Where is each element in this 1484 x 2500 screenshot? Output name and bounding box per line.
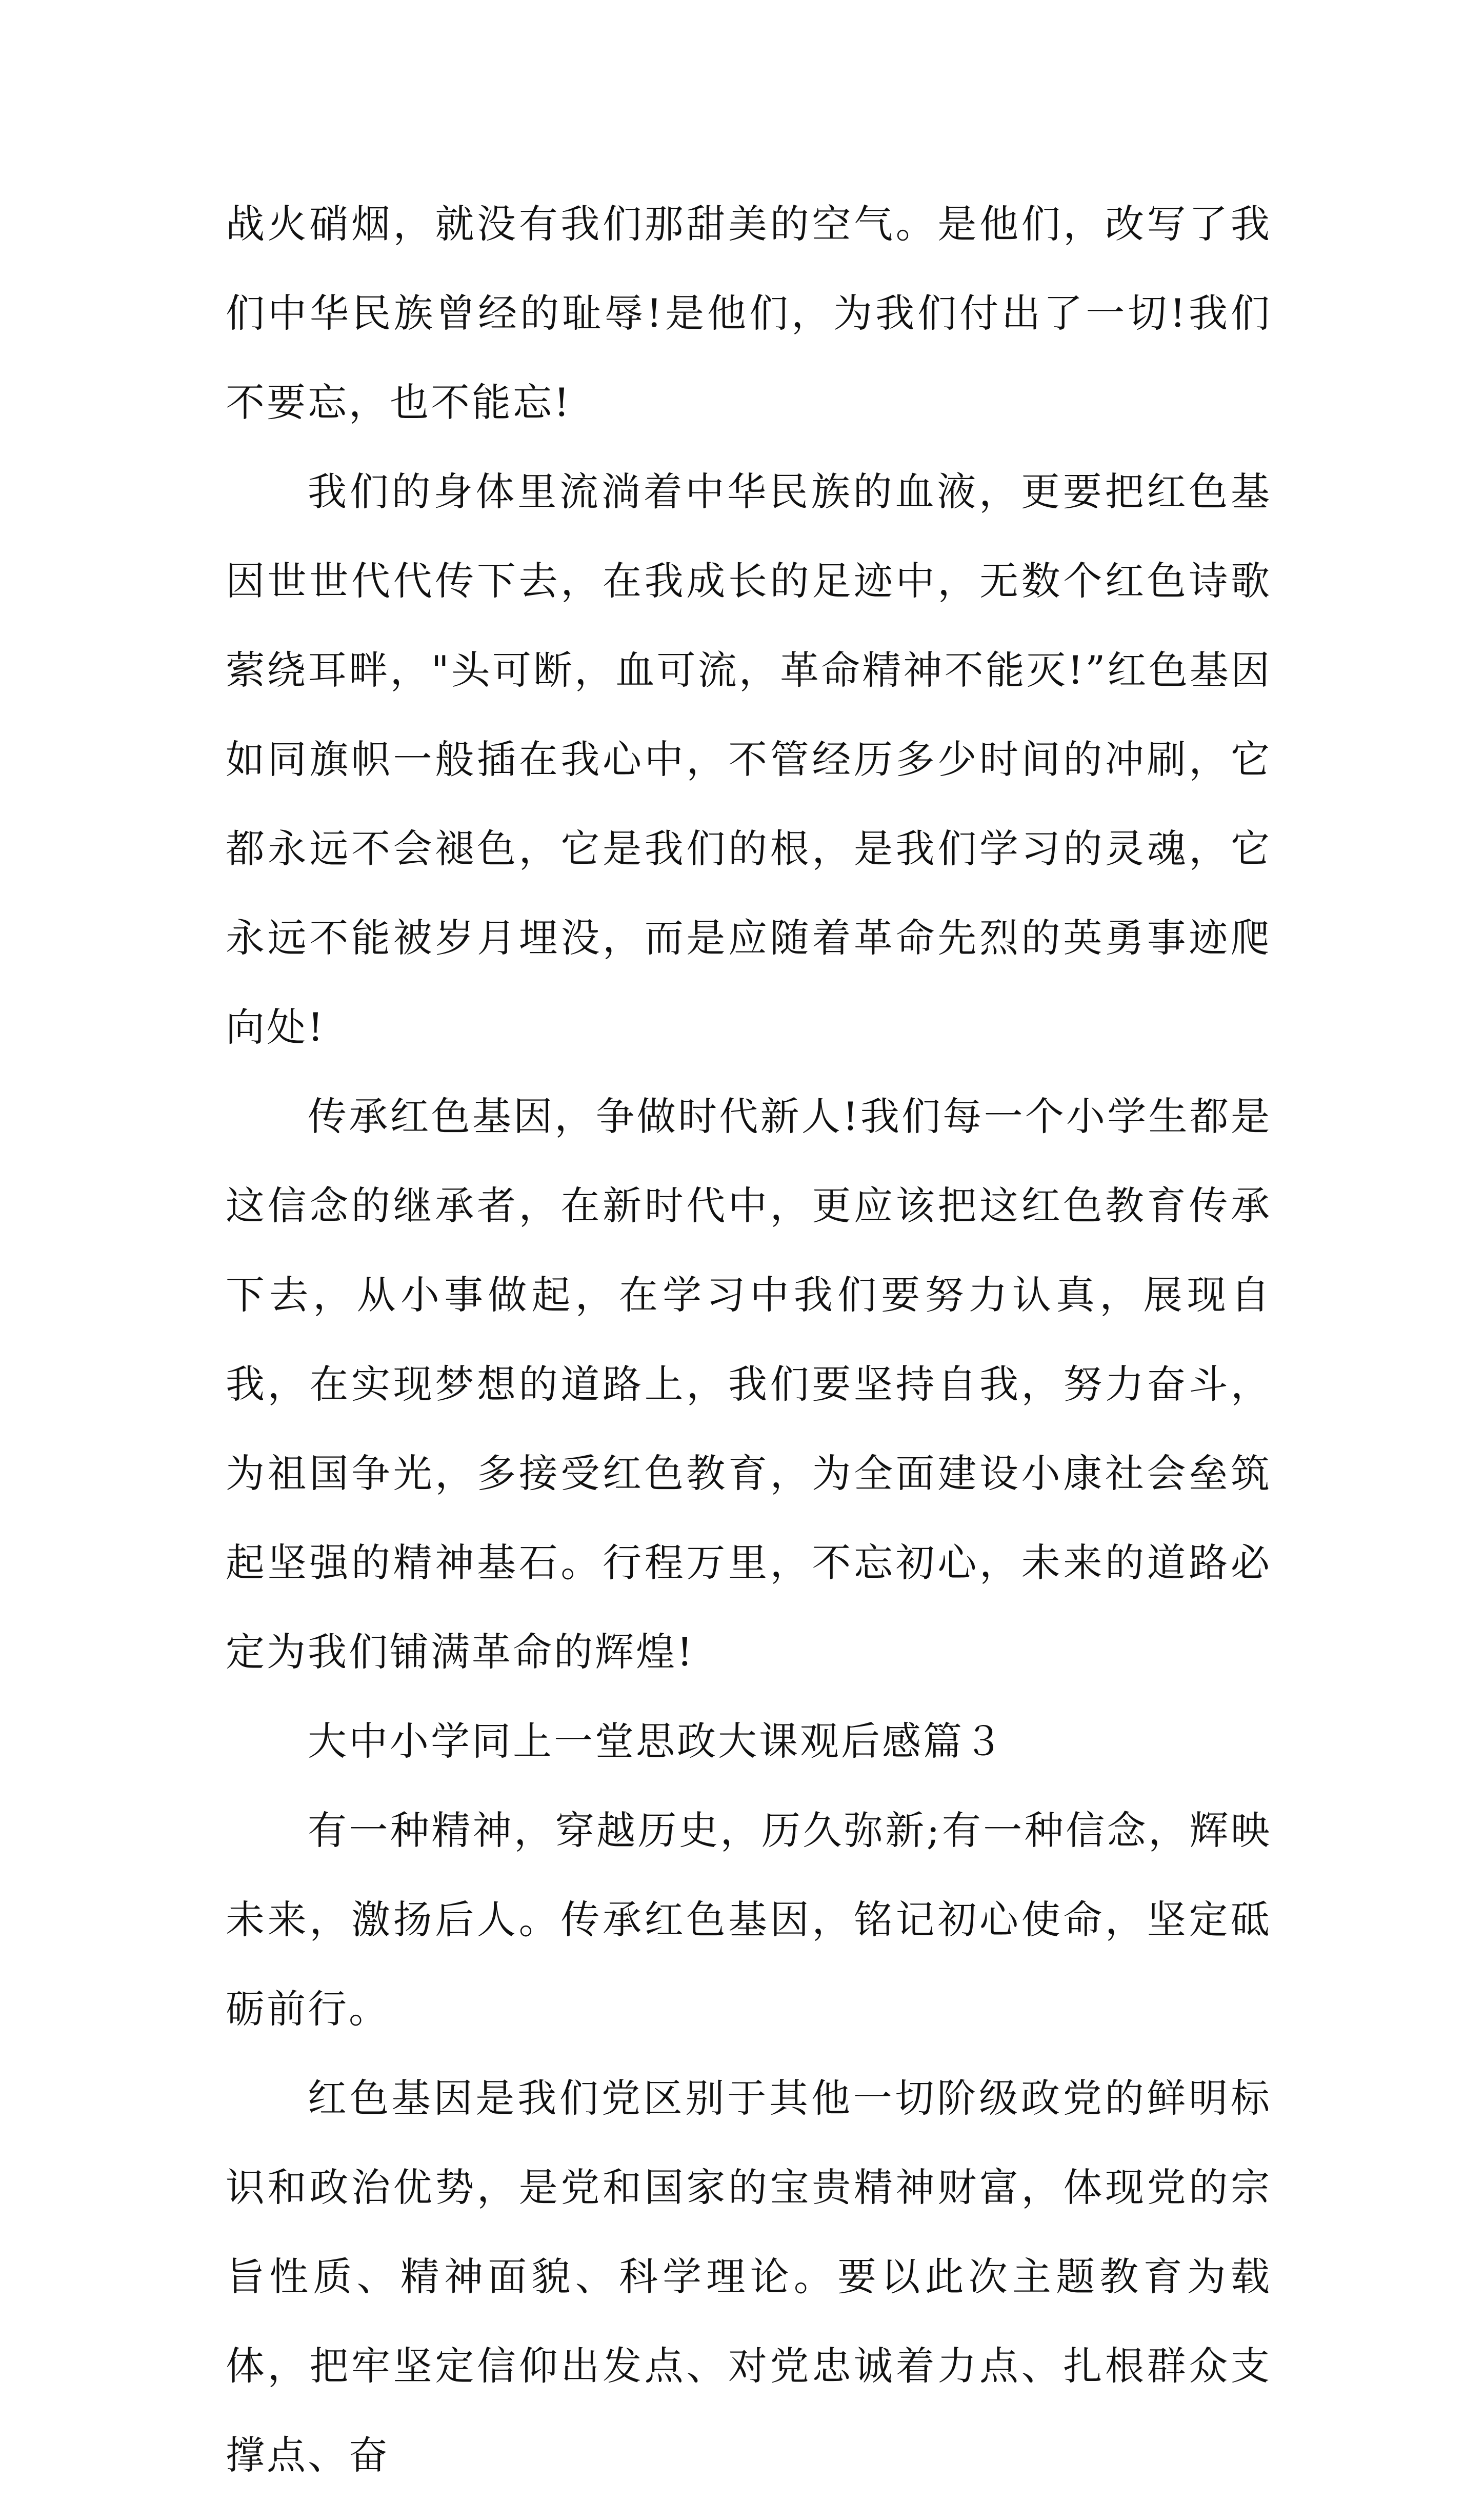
section-heading: 大中小学同上一堂思政大课观后感篇３ bbox=[308, 1718, 1005, 1764]
paragraph-1: 战火硝烟，就没有我们那甜美的空气。是他们，改写了我们中华民族曾经的耻辱!是他们，为我们付出了一切!我们不要忘，也不能忘! bbox=[226, 201, 1272, 425]
paragraph-2: 我们的身体里流淌着中华民族的血液，更要把红色基因世世代代传下去，在我成长的足迹中，无数个红色诗歌萦绕耳畔，"头可断，血可流，革命精神不能灭!”红色基因如同旗帜一般插在我心中，不管经历多少时间的冲刷，它都永远不会褪色，它是我们的根，是我们学习的灵魂，它永远不能被岁月埋没，而是应随着革命先烈的英勇事迹爬向处! bbox=[226, 469, 1272, 1050]
paragraph-4: 有一种精神，穿越历史，历久弥新;有一种信念，辉映未来，激扬后人。传承红色基因，铭记初心使命，坚定砥砺前行。 bbox=[226, 1808, 1272, 2032]
document-body bbox=[226, 180, 1272, 2500]
paragraph-5: 红色基因是我们党区别于其他一切阶级政党的鲜明标识和政治优势，是党和国家的宝贵精神财富，体现党的宗旨性质、精神面貌、科学理论。要以此次主题教育为载体，把牢坚定信仰出发点、对党忠诚着力点、扎根群众支撑点、奋 bbox=[226, 2075, 1272, 2478]
paragraph-3: 传承红色基因，争做时代新人!我们每一个小学生都是这信念的继承者，在新时代中，更应该把这红色教育传承下去，从小事做起，在学习中我们要努力认真，展现自我，在实现梦想的道路上，我们要坚持自我，努力奋斗，为祖国争光，多接受红色教育，为全面建设小康社会垒筑起坚强的精神基石。行程万里，不忘初心，未来的道路必定为我们铺满革命的辉煌! bbox=[226, 1094, 1272, 1675]
